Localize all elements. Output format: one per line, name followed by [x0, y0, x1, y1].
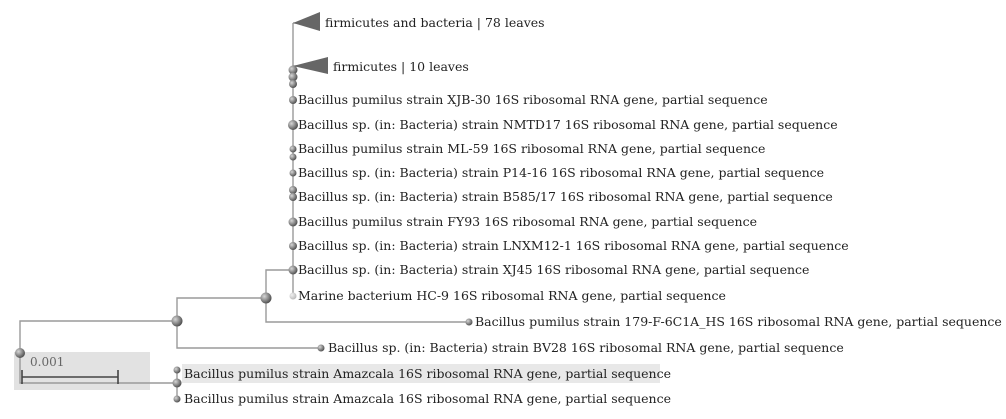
leaf-node: [289, 218, 298, 227]
leaf-label-fy93: Bacillus pumilus strain FY93 16S ribosomal RNA gene, partial sequence: [298, 214, 757, 229]
leaf-label-amazcala-1: Bacillus pumilus strain Amazcala 16S ribosomal RNA gene, partial sequence: [184, 366, 671, 381]
branch-n1-bv28: [177, 321, 321, 348]
leaf-node: [289, 186, 297, 194]
leaf-node: [289, 96, 297, 104]
leaf-label-hc9: Marine bacterium HC-9 16S ribosomal RNA gene, partial sequence: [298, 288, 726, 303]
root-node: [15, 348, 25, 358]
branch-root-upper: [20, 321, 177, 353]
leaf-node: [290, 146, 297, 153]
scale-bar-label: 0.001: [30, 355, 65, 369]
leaf-node: [174, 367, 181, 374]
leaf-label-amazcala-2: Bacillus pumilus strain Amazcala 16S ribosomal RNA gene, partial sequence: [184, 391, 671, 406]
internal-node: [289, 80, 297, 88]
leaf-label-b58517: Bacillus sp. (in: Bacteria) strain B585/17 16S ribosomal RNA gene, partial sequence: [298, 189, 833, 204]
internal-node: [173, 379, 182, 388]
leaf-node: [290, 154, 297, 161]
leaf-label-xj45: Bacillus sp. (in: Bacteria) strain XJ45 16S ribosomal RNA gene, partial sequence: [298, 262, 810, 277]
clade-label-firmicutes: firmicutes | 10 leaves: [333, 59, 469, 74]
leaf-node: [290, 293, 297, 300]
leaf-label-ml59: Bacillus pumilus strain ML-59 16S ribosomal RNA gene, partial sequence: [298, 141, 766, 156]
leaf-label-lnxm121: Bacillus sp. (in: Bacteria) strain LNXM12-1 16S ribosomal RNA gene, partial sequence: [298, 238, 849, 253]
leaf-node: [289, 193, 297, 201]
leaf-node: [290, 170, 297, 177]
leaf-node: [174, 396, 181, 403]
branch-n1-upper: [177, 298, 266, 321]
leaf-node: [289, 266, 298, 275]
internal-node: [261, 293, 272, 304]
leaf-label-p1416: Bacillus sp. (in: Bacteria) strain P14-16 16S ribosomal RNA gene, partial sequence: [298, 165, 825, 180]
collapsed-clade-triangle[interactable]: [293, 12, 320, 31]
leaf-node: [288, 120, 298, 130]
collapsed-clade-triangle[interactable]: [293, 57, 328, 74]
leaf-node: [466, 319, 473, 326]
leaf-label-nmtd17: Bacillus sp. (in: Bacteria) strain NMTD17 16S ribosomal RNA gene, partial sequence: [298, 117, 838, 132]
clade-label-firmicutes-bacteria: firmicutes and bacteria | 78 leaves: [325, 15, 545, 30]
leaf-label-bv28: Bacillus sp. (in: Bacteria) strain BV28 16S ribosomal RNA gene, partial sequence: [328, 340, 844, 355]
leaf-label-179f: Bacillus pumilus strain 179-F-6C1A_HS 16S ribosomal RNA gene, partial sequence: [475, 314, 1002, 329]
leaf-label-xjb30: Bacillus pumilus strain XJB-30 16S ribosomal RNA gene, partial sequence: [298, 92, 768, 107]
leaf-node: [289, 242, 297, 250]
branch-n2-upper: [266, 270, 293, 298]
leaf-node: [318, 345, 325, 352]
internal-node: [172, 316, 183, 327]
